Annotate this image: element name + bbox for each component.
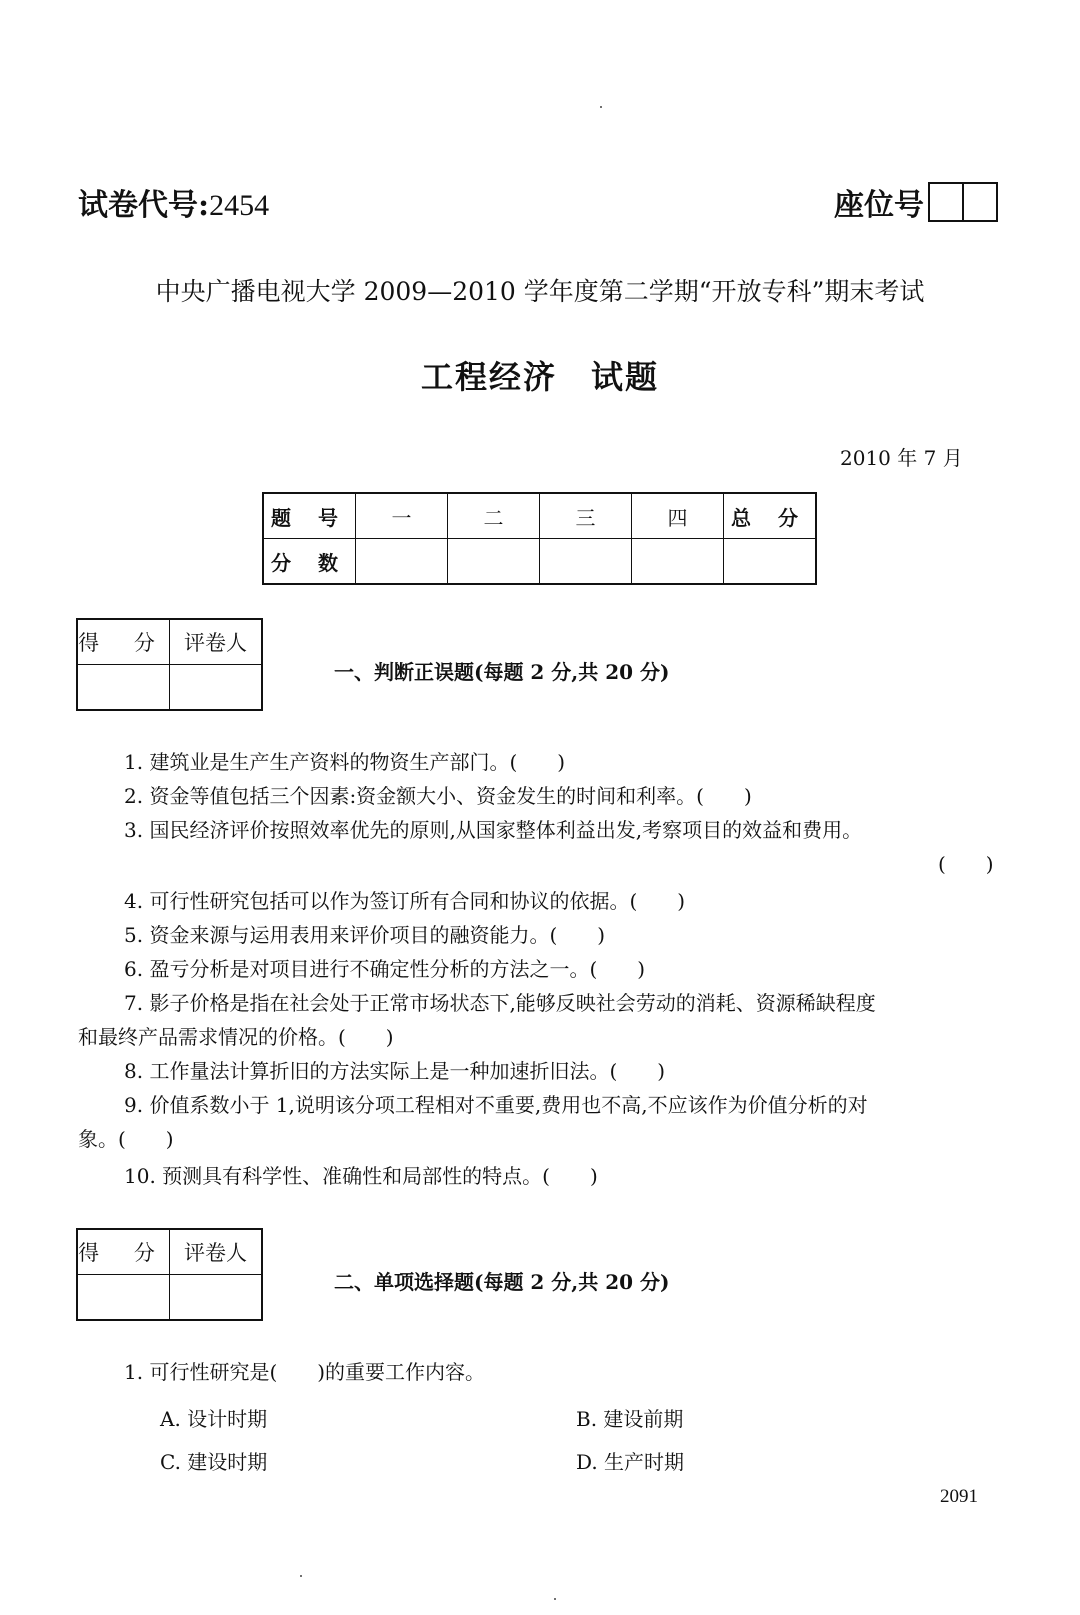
seat-number-label: 座位号 (834, 188, 924, 223)
option-a: A. 设计时期 (160, 1407, 268, 1431)
question: 8. 工作量法计算折旧的方法实际上是一种加速折旧法。( ) (124, 1059, 666, 1083)
question: 5. 资金来源与运用表用来评价项目的融资能力。( ) (124, 923, 606, 947)
table-cell: 三 (540, 493, 632, 539)
table-cell: 得 分 (77, 1229, 170, 1275)
question: 1. 可行性研究是( )的重要工作内容。 (124, 1360, 486, 1384)
question: 3. 国民经济评价按照效率优先的原则,从国家整体利益出发,考察项目的效益和费用。 (124, 818, 863, 842)
answer-paren: ( ) (938, 852, 994, 876)
score-entry-cell[interactable] (356, 539, 448, 585)
question-continuation: 和最终产品需求情况的价格。( ) (78, 1025, 394, 1049)
exam-code (78, 180, 269, 224)
table-row (263, 539, 816, 585)
question: 4. 可行性研究包括可以作为签订所有合同和协议的依据。( ) (124, 889, 686, 913)
score-entry-cell[interactable] (77, 1275, 170, 1321)
exam-date: 2010 年 7 月 (840, 446, 963, 470)
question: 10. 预测具有科学性、准确性和局部性的特点。( ) (124, 1164, 598, 1188)
score-entry-cell[interactable] (77, 665, 170, 711)
table-cell: 得 分 (77, 619, 170, 665)
table-cell: 评卷人 (170, 1229, 263, 1275)
exam-code-value: 2454 (209, 189, 270, 222)
table-cell: 一 (356, 493, 448, 539)
section-title: 二、单项选择题(每题 2 分,共 20 分) (334, 1270, 670, 1294)
page-number: 2091 (940, 1486, 978, 1507)
table-cell: 评卷人 (170, 619, 263, 665)
section-title: 一、判断正误题(每题 2 分,共 20 分) (334, 660, 670, 684)
table-row (263, 493, 816, 539)
question: 6. 盈亏分析是对项目进行不确定性分析的方法之一。( ) (124, 957, 646, 981)
score-summary-table (262, 492, 817, 585)
table-cell: 题 号 (263, 493, 356, 539)
table-row (77, 665, 262, 711)
seat-box-cell (930, 184, 962, 220)
question: 7. 影子价格是指在社会处于正常市场状态下,能够反映社会劳动的消耗、资源稀缺程度 (124, 991, 876, 1015)
seat-box-cell (962, 184, 996, 220)
table-cell: 四 (632, 493, 724, 539)
table-cell: 分 数 (263, 539, 356, 585)
table-row (77, 1275, 262, 1321)
university-line: 中央广播电视大学 2009—2010 学年度第二学期“开放专科”期末考试 (155, 277, 925, 306)
scan-speck (600, 106, 602, 108)
grader-table (76, 618, 263, 711)
grader-entry-cell[interactable] (170, 665, 263, 711)
exam-code-label: 试卷代号: (78, 188, 210, 223)
seat-number (834, 180, 998, 224)
scan-speck (554, 1598, 556, 1600)
question: 1. 建筑业是生产生产资料的物资生产部门。( ) (124, 750, 566, 774)
grader-table (76, 1228, 263, 1321)
table-cell: 二 (448, 493, 540, 539)
page-title: 工程经济 试题 (420, 358, 659, 396)
scan-speck (300, 1575, 302, 1577)
question-continuation: 象。( ) (78, 1127, 174, 1151)
score-entry-cell[interactable] (724, 539, 817, 585)
question: 2. 资金等值包括三个因素:资金额大小、资金发生的时间和利率。( ) (124, 784, 752, 808)
seat-number-boxes (928, 182, 998, 222)
question: 9. 价值系数小于 1,说明该分项工程相对不重要,费用也不高,不应该作为价值分析的对 (124, 1093, 868, 1117)
option-b: B. 建设前期 (576, 1407, 684, 1431)
table-cell: 总 分 (724, 493, 817, 539)
score-entry-cell[interactable] (448, 539, 540, 585)
grader-entry-cell[interactable] (170, 1275, 263, 1321)
option-d: D. 生产时期 (576, 1450, 685, 1474)
score-entry-cell[interactable] (540, 539, 632, 585)
score-entry-cell[interactable] (632, 539, 724, 585)
table-row (77, 1229, 262, 1275)
option-c: C. 建设时期 (160, 1450, 268, 1474)
table-row (77, 619, 262, 665)
